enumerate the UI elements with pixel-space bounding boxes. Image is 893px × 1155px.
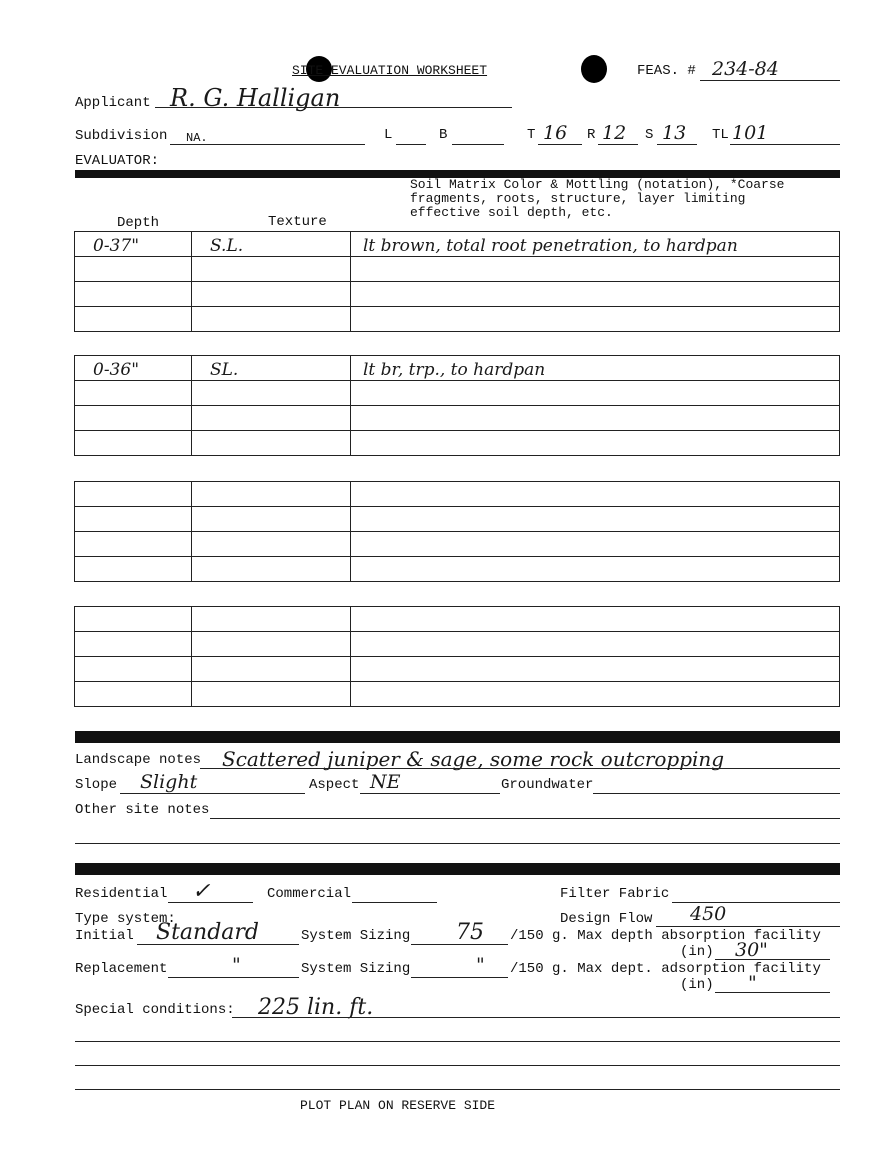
feas-line — [700, 80, 840, 81]
lot-line — [396, 144, 426, 145]
other-notes-label: Other site notes — [75, 802, 210, 818]
page-title: SITE EVALUATION WORKSHEET — [292, 63, 488, 78]
aspect-label: Aspect — [309, 777, 360, 793]
plot-plan-note: PLOT PLAN ON RESERVE SIDE — [300, 1098, 496, 1113]
residential-line — [168, 902, 253, 903]
initial-line — [137, 944, 299, 945]
section-label: S — [645, 127, 654, 143]
section-line — [657, 144, 697, 145]
range-value: 12 — [602, 122, 627, 144]
special-conditions-line-2 — [75, 1041, 840, 1042]
table-row — [75, 482, 840, 507]
table-row — [75, 356, 840, 381]
township-value: 16 — [543, 122, 568, 144]
description-cell: lt brown, total root penetration, to hardpan — [351, 232, 840, 257]
system-divider — [75, 863, 840, 875]
commercial-line — [352, 902, 437, 903]
replacement-per-label: /150 g. Max dept. adsorption facility — [510, 961, 821, 977]
other-notes-line — [210, 818, 840, 819]
taxlot-line — [730, 144, 840, 145]
replacement-depth-line — [715, 992, 830, 993]
residential-check: ✓ — [192, 879, 211, 904]
groundwater-line — [593, 793, 840, 794]
commercial-label: Commercial — [267, 886, 352, 902]
residential-label: Residential — [75, 886, 168, 902]
initial-sizing-line — [411, 944, 508, 945]
special-conditions-line-3 — [75, 1065, 840, 1066]
soil-table-3 — [74, 481, 840, 582]
feas-label: FEAS. # — [637, 63, 696, 79]
filter-fabric-label: Filter Fabric — [560, 886, 670, 902]
aspect-value: NE — [370, 771, 401, 793]
initial-in-label: (in) — [680, 944, 714, 960]
texture-cell: SL. — [192, 356, 351, 381]
soil-table-4 — [74, 606, 840, 707]
site-divider — [75, 731, 840, 743]
initial-per-label: /150 g. Max depth absorption facility — [510, 928, 821, 944]
table-row — [75, 657, 840, 682]
special-conditions-label: Special conditions: — [75, 1002, 235, 1018]
block-line — [452, 144, 504, 145]
replacement-value: " — [232, 954, 241, 976]
design-flow-value: 450 — [690, 903, 727, 925]
table-row — [75, 507, 840, 532]
type-system-label: Type system: — [75, 911, 176, 927]
landscape-label: Landscape notes — [75, 752, 202, 768]
depth-header: Depth — [117, 215, 160, 231]
applicant-label: Applicant — [75, 95, 151, 111]
initial-value: Standard — [156, 920, 259, 945]
subdivision-label: Subdivision — [75, 128, 168, 144]
table-row — [75, 557, 840, 582]
evaluator-label: EVALUATOR: — [75, 153, 160, 169]
aspect-line — [360, 793, 500, 794]
subdivision-value: NA. — [186, 131, 208, 145]
taxlot-value: 101 — [732, 122, 769, 144]
township-label: T — [527, 127, 536, 143]
table-row — [75, 307, 840, 332]
table-row — [75, 682, 840, 707]
landscape-line — [200, 768, 840, 769]
punch-hole-right — [581, 55, 607, 83]
texture-header: Texture — [268, 214, 327, 230]
description-cell: lt br, trp., to hardpan — [351, 356, 840, 381]
replacement-sizing-label: System Sizing — [301, 961, 411, 977]
other-notes-line-2 — [75, 843, 840, 844]
replacement-sizing-line — [411, 977, 508, 978]
lot-label: L — [384, 127, 393, 143]
initial-label: Initial — [75, 928, 134, 944]
applicant-line — [155, 107, 512, 108]
depth-cell: 0-37" — [75, 232, 192, 257]
groundwater-label: Groundwater — [501, 777, 594, 793]
township-line — [538, 144, 582, 145]
texture-cell: S.L. — [192, 232, 351, 257]
soil-table-1 — [74, 231, 840, 332]
soil-table-2 — [74, 355, 840, 456]
table-row — [75, 282, 840, 307]
feas-number: 234-84 — [712, 58, 779, 80]
special-conditions-value: 225 lin. ft. — [258, 995, 374, 1020]
design-flow-line — [656, 926, 840, 927]
table-row — [75, 232, 840, 257]
range-line — [598, 144, 638, 145]
replacement-sizing-value: " — [476, 954, 485, 976]
slope-value: Slight — [140, 771, 198, 793]
table-row — [75, 607, 840, 632]
taxlot-label: TL — [712, 127, 729, 143]
initial-depth-line — [715, 959, 830, 960]
special-conditions-line-4 — [75, 1089, 840, 1090]
slope-line — [120, 793, 305, 794]
table-row — [75, 632, 840, 657]
table-row — [75, 532, 840, 557]
special-conditions-line — [232, 1017, 840, 1018]
range-label: R — [587, 127, 596, 143]
table-row — [75, 431, 840, 456]
applicant-value: R. G. Halligan — [170, 84, 341, 112]
replacement-depth-value: " — [748, 972, 757, 994]
initial-depth-value: 30" — [735, 939, 768, 961]
table-row — [75, 257, 840, 282]
landscape-value: Scattered juniper & sage, some rock outcropping — [222, 747, 725, 771]
initial-sizing-label: System Sizing — [301, 928, 411, 944]
slope-label: Slope — [75, 777, 118, 793]
design-flow-label: Design Flow — [560, 911, 653, 927]
replacement-line — [168, 977, 299, 978]
initial-sizing-value: 75 — [456, 920, 484, 945]
depth-cell: 0-36" — [75, 356, 192, 381]
subdivision-line — [170, 144, 365, 145]
replacement-label: Replacement — [75, 961, 168, 977]
table-row — [75, 406, 840, 431]
section-value: 13 — [662, 122, 687, 144]
replacement-in-label: (in) — [680, 977, 714, 993]
soil-description-header: Soil Matrix Color & Mottling (notation), *Coarse fragments, roots, structure, layer limiting effective soil depth, etc. — [410, 177, 785, 220]
table-row — [75, 381, 840, 406]
block-label: B — [439, 127, 448, 143]
